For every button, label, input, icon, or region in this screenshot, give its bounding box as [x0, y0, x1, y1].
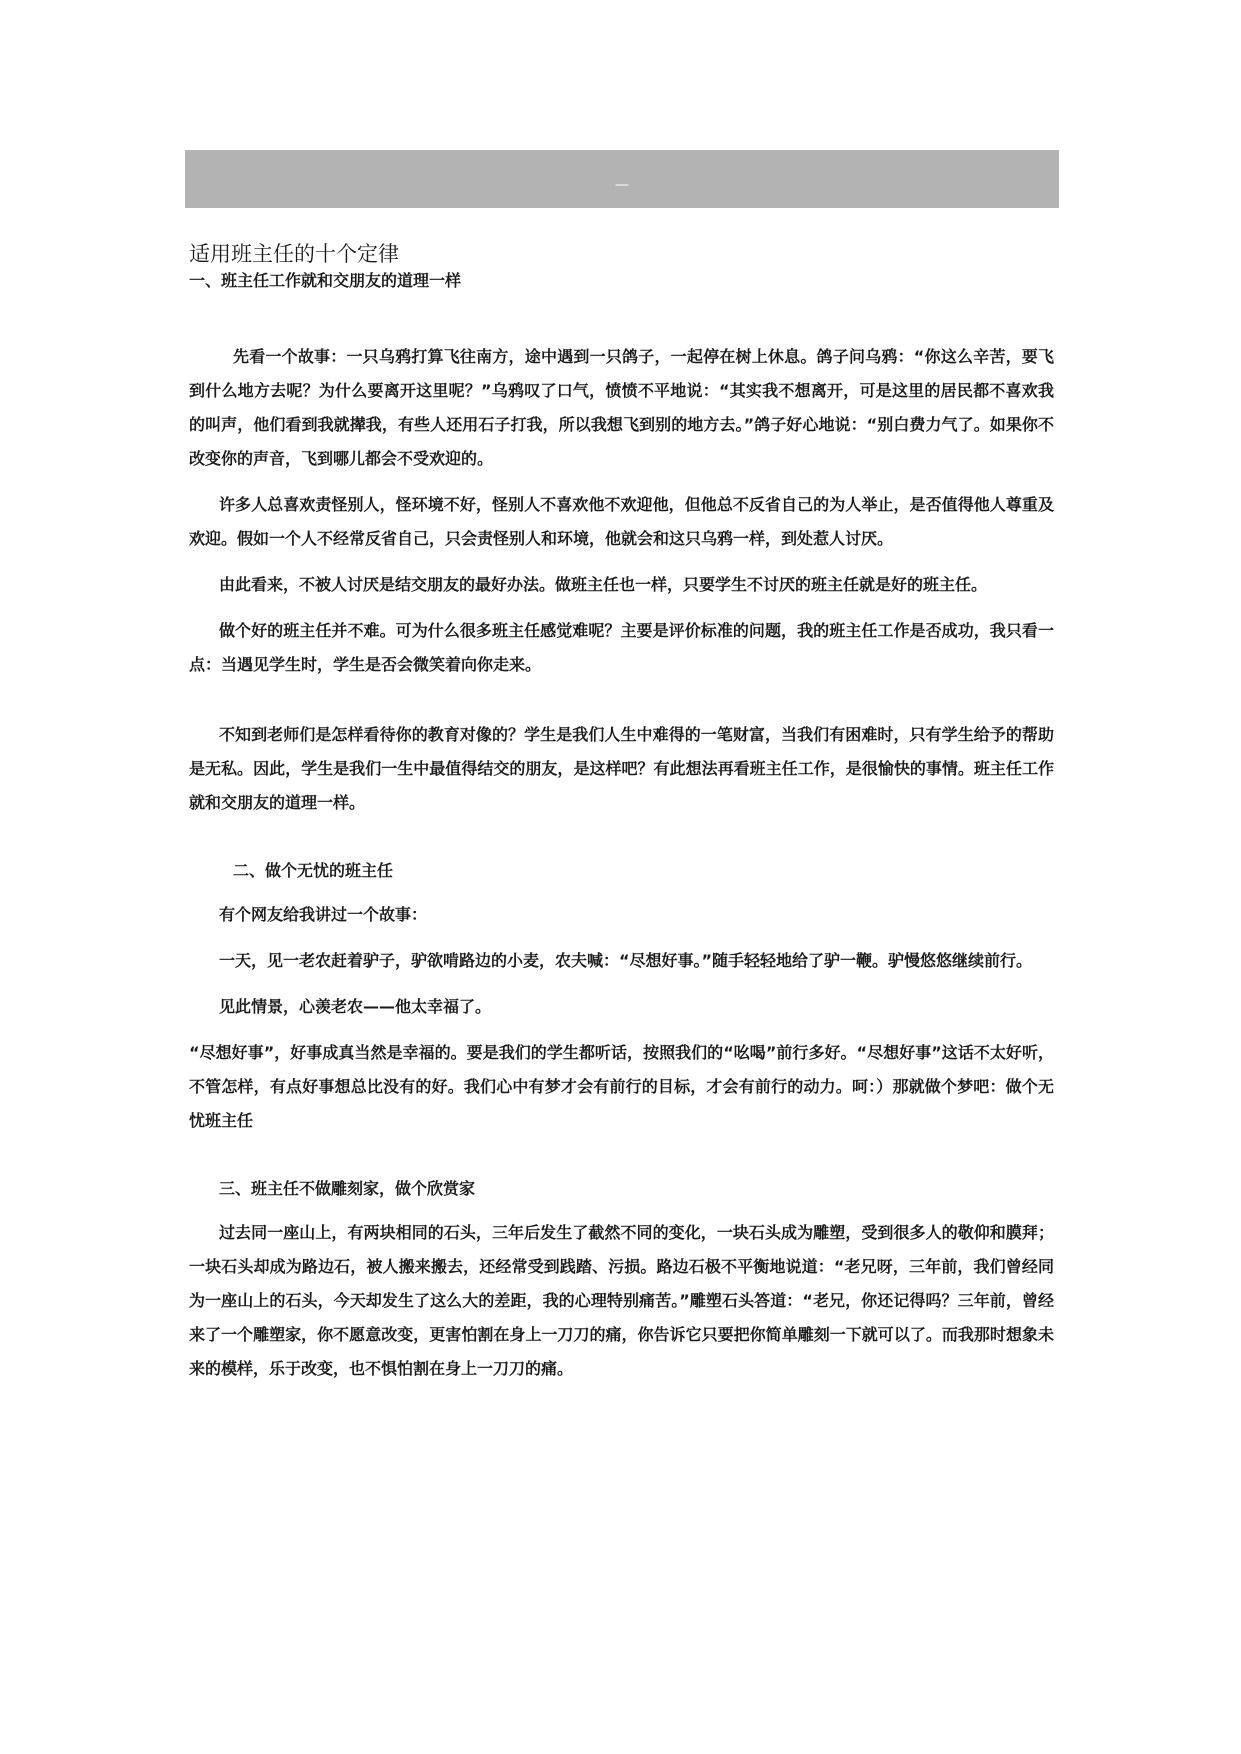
- section-2-paragraph-3: 见此情景，心羡老农——他太幸福了。: [219, 997, 492, 1016]
- section-1-paragraph-4: 做个好的班主任并不难。可为什么很多班主任感觉难呢？主要是评价标准的问题，我的班主任工作是否成功，我只看一点：当遇见学生时，学生是否会微笑着向你走来。: [189, 621, 1054, 674]
- section-2-heading: 二、做个无忧的班主任: [233, 861, 394, 880]
- section-3-heading: 三、班主任不做雕刻家，做个欣赏家: [219, 1179, 476, 1198]
- section-3-paragraph-1: 过去同一座山上，有两块相同的石头，三年后发生了截然不同的变化，一块石头成为雕塑，受到很多人的敬仰和膜拜；一块石头却成为路边石，被人搬来搬去，还经常受到践踏、污损。路边石极不平衡地说道：“老兄呀，三年前，我们曾经同为一座山上的石头，今天却发生了这么大的差距，我的心理特别痛苦。”雕塑石头答道：“老兄，你还记得吗？三年前，曾经来了一个雕塑家，你不愿意改变，更害怕割在身上一刀刀的痛，你告诉它只要把你简单雕刻一下就可以了。而我那时想象未来的模样，乐于改变，也不惧怕割在身上一刀刀的痛。: [189, 1223, 1054, 1378]
- section-1-paragraph-5: 不知到老师们是怎样看待你的教育对像的？学生是我们人生中难得的一笔财富，当我们有困难时，只有学生给予的帮助是无私。因此，学生是我们一生中最值得结交的朋友，是这样吧？有此想法再看班主任工作，是很愉快的事情。班主任工作就和交朋友的道理一样。: [189, 725, 1054, 812]
- section-1-paragraph-1: 先看一个故事：一只乌鸦打算飞往南方，途中遇到一只鸽子，一起停在树上休息。鸽子问乌鸦：“你这么辛苦，要飞到什么地方去呢？为什么要离开这里呢？”乌鸦叹了口气，愤愤不平地说：“其实我不想离开，可是这里的居民都不喜欢我的叫声，他们看到我就撵我，有些人还用石子打我，所以我想飞到别的地方去。”鸽子好心地说：“别白费力气了。如果你不改变你的声音，飞到哪儿都会不受欢迎的。: [189, 347, 1054, 468]
- document-title: 适用班主任的十个定律: [189, 242, 399, 266]
- header-band: [185, 150, 1059, 208]
- section-2-paragraph-4: “尽想好事”，好事成真当然是幸福的。要是我们的学生都听话，按照我们的“吆喝”前行多好。“尽想好事”这话不太好听，不管怎样，有点好事想总比没有的好。我们心中有梦才会有前行的目标，才会有前行的动力。呵：）那就做个梦吧：做个无忧班主任: [189, 1043, 1054, 1130]
- document-content: [189, 240, 1054, 1386]
- header-band-mark: —: [615, 177, 629, 193]
- section-2-paragraph-1: 有个网友给我讲过一个故事：: [219, 905, 428, 924]
- section-1-paragraph-3: 由此看来，不被人讨厌是结交朋友的最好办法。做班主任也一样，只要学生不讨厌的班主任就是好的班主任。: [219, 575, 988, 594]
- section-1-heading: 一、班主任工作就和交朋友的道理一样: [189, 271, 462, 290]
- section-1-paragraph-2: 许多人总喜欢责怪别人，怪环境不好，怪别人不喜欢他不欢迎他，但他总不反省自己的为人举止，是否值得他人尊重及欢迎。假如一个人不经常反省自己，只会责怪别人和环境，他就会和这只乌鸦一样，到处惹人讨厌。: [189, 495, 1054, 548]
- section-2-paragraph-2: 一天，见一老农赶着驴子，驴欲啃路边的小麦，农夫喊：“尽想好事。”随手轻轻地给了驴一鞭。驴慢悠悠继续前行。: [219, 951, 1033, 970]
